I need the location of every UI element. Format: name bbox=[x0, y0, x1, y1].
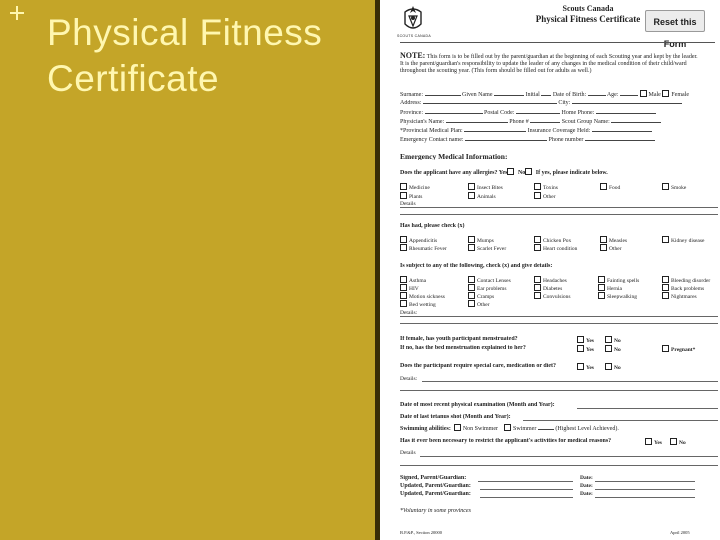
form-title: Physical Fitness Certificate bbox=[535, 14, 641, 24]
explained-yes: Yes bbox=[577, 345, 594, 353]
exam-label: Date of most recent physical examination (Month and Year): bbox=[400, 402, 555, 408]
explained-yes-checkbox[interactable] bbox=[577, 345, 584, 352]
phone-number-field[interactable] bbox=[585, 140, 655, 141]
had-checkbox-rheumatic-fever[interactable] bbox=[400, 244, 407, 251]
city-label: City: bbox=[558, 100, 571, 106]
allergy-option: Food bbox=[600, 183, 620, 191]
note-block bbox=[400, 52, 720, 75]
subject-option: HIV bbox=[400, 284, 419, 292]
restrict-details-label: Details bbox=[400, 450, 416, 456]
subject-checkbox-diabetes[interactable] bbox=[534, 284, 541, 291]
slide-title-line-2: Certificate bbox=[47, 58, 220, 99]
subject-checkbox-other[interactable] bbox=[468, 300, 475, 307]
emergency-contact-field[interactable] bbox=[465, 140, 547, 141]
signed-date-label: Date: bbox=[580, 475, 593, 481]
menstruated-no-checkbox[interactable] bbox=[605, 336, 612, 343]
subject-checkbox-hiv[interactable] bbox=[400, 284, 407, 291]
male-label: Male bbox=[648, 92, 661, 98]
tetanus-label: Date of last tetanus shot (Month and Year): bbox=[400, 414, 511, 420]
scout-group-label: Scout Group Name: bbox=[561, 119, 610, 125]
had-option: Scarlet Fever bbox=[468, 244, 506, 252]
surname-field[interactable] bbox=[425, 95, 461, 96]
footnote: *Voluntary in some provinces bbox=[400, 508, 471, 514]
note-line-3: throughout the scouting year. (This form should be filled out for adults as well.) bbox=[400, 68, 592, 74]
updated-date-label-2: Date: bbox=[580, 491, 593, 497]
special-care-details-line[interactable] bbox=[400, 390, 718, 391]
non-swimmer-checkbox[interactable] bbox=[454, 424, 461, 431]
updated-date-field-2[interactable] bbox=[595, 497, 695, 498]
allergy-checkbox-food[interactable] bbox=[600, 183, 607, 190]
signed-field[interactable] bbox=[478, 481, 573, 482]
updated-label-2: Updated, Parent/Guardian: bbox=[400, 491, 471, 497]
subject-details-line[interactable] bbox=[400, 316, 718, 317]
updated-field-2[interactable] bbox=[480, 497, 573, 498]
scouts-canada-logo-icon bbox=[401, 4, 425, 34]
footer-left: B.P.&P., Section 20000 bbox=[400, 530, 443, 535]
dob-field[interactable] bbox=[588, 95, 606, 96]
allergy-checkbox-animals[interactable] bbox=[468, 192, 475, 199]
special-care-details-line[interactable] bbox=[422, 381, 718, 382]
had-option: Rheumatic Fever bbox=[400, 244, 447, 252]
male-checkbox[interactable] bbox=[640, 90, 647, 97]
updated-field-1[interactable] bbox=[480, 489, 573, 490]
special-care-question: Does the participant require special care, medication or diet? bbox=[400, 363, 557, 369]
slide-title bbox=[47, 10, 367, 102]
physician-phone-field[interactable] bbox=[530, 122, 560, 123]
allergies-yes-checkbox[interactable] bbox=[507, 168, 514, 175]
had-checkbox-appendicitis[interactable] bbox=[400, 236, 407, 243]
subject-checkbox-motion-sickness[interactable] bbox=[400, 292, 407, 299]
restrict-yes-checkbox[interactable] bbox=[645, 438, 652, 445]
pregnant-checkbox[interactable] bbox=[662, 345, 669, 352]
reset-form-button[interactable]: Reset this Form bbox=[645, 10, 705, 32]
subject-option: Cramps bbox=[468, 292, 494, 300]
subject-question: Is subject to any of the following, check (x) and give details: bbox=[400, 263, 553, 269]
explained-question: If no, has the bed menstruation explained to her? bbox=[400, 345, 526, 351]
allergy-option: Medicine bbox=[400, 183, 430, 191]
slide-title-line-1: Physical Fitness bbox=[47, 12, 323, 53]
allergy-option: Plants bbox=[400, 192, 422, 200]
special-care-details-label: Details: bbox=[400, 376, 418, 382]
medical-plan-label: *Provincial Medical Plan: bbox=[400, 128, 463, 134]
restrict-yes: Yes bbox=[645, 438, 662, 446]
updated-date-field-1[interactable] bbox=[595, 489, 695, 490]
dob-label: Date of Birth: bbox=[552, 92, 587, 98]
subject-option: Contact Lenses bbox=[468, 276, 511, 284]
province-label: Province: bbox=[400, 110, 423, 116]
subject-checkbox-convulsions[interactable] bbox=[534, 292, 541, 299]
subject-checkbox-nightmares[interactable] bbox=[662, 292, 669, 299]
subject-checkbox-hernia[interactable] bbox=[598, 284, 605, 291]
allergy-details-line[interactable] bbox=[400, 207, 718, 208]
had-checkbox-heart-condition[interactable] bbox=[534, 244, 541, 251]
special-care-no-checkbox[interactable] bbox=[605, 363, 612, 370]
female-label: Female bbox=[671, 92, 690, 98]
province-field[interactable] bbox=[425, 113, 483, 114]
identity-row-3 bbox=[400, 110, 720, 117]
allergy-checkbox-toxins[interactable] bbox=[534, 183, 541, 190]
swimming-level-field[interactable] bbox=[538, 429, 554, 430]
emergency-heading: Emergency Medical Information: bbox=[400, 153, 508, 160]
subject-option: Ear problems bbox=[468, 284, 506, 292]
subject-option: Back problems bbox=[662, 284, 704, 292]
subject-checkbox-asthma[interactable] bbox=[400, 276, 407, 283]
allergies-question-row bbox=[400, 168, 720, 177]
subject-checkbox-cramps[interactable] bbox=[468, 292, 475, 299]
allergy-option: Toxins bbox=[534, 183, 558, 191]
subject-checkbox-fainting-spells[interactable] bbox=[598, 276, 605, 283]
had-option: Appendicitis bbox=[400, 236, 437, 244]
subject-option: Motion sickness bbox=[400, 292, 445, 300]
allergy-checkbox-smoke[interactable] bbox=[662, 183, 669, 190]
subject-details-label: Details: bbox=[400, 310, 418, 316]
explained-no-checkbox[interactable] bbox=[605, 345, 612, 352]
swimming-level-label: (Highest Level Achieved). bbox=[555, 426, 619, 432]
identity-row-5 bbox=[400, 128, 720, 135]
had-option: Kidney disease bbox=[662, 236, 704, 244]
identity-row-4 bbox=[400, 119, 720, 126]
allergy-checkbox-insect-bites[interactable] bbox=[468, 183, 475, 190]
updated-date-label-1: Date: bbox=[580, 483, 593, 489]
restrict-no-checkbox[interactable] bbox=[670, 438, 677, 445]
home-phone-label: Home Phone: bbox=[561, 110, 595, 116]
subject-option: Convulsions bbox=[534, 292, 571, 300]
female-checkbox[interactable] bbox=[662, 90, 669, 97]
given-name-field[interactable] bbox=[494, 95, 524, 96]
restrict-question: Has it ever been necessary to restrict the applicant's activities for medical reasons? bbox=[400, 438, 612, 444]
signed-label: Signed, Parent/Guardian: bbox=[400, 475, 467, 481]
postal-code-label: Postal Code: bbox=[484, 110, 515, 116]
subject-option: Fainting spells bbox=[598, 276, 639, 284]
special-care-yes-checkbox[interactable] bbox=[577, 363, 584, 370]
initial-label: Initial bbox=[525, 92, 540, 98]
subject-checkbox-ear-problems[interactable] bbox=[468, 284, 475, 291]
address-field[interactable] bbox=[423, 103, 557, 104]
allergy-checkbox-medicine[interactable] bbox=[400, 183, 407, 190]
subject-option: Asthma bbox=[400, 276, 426, 284]
special-care-no: No bbox=[605, 363, 621, 371]
allergies-no-checkbox[interactable] bbox=[525, 168, 532, 175]
allergy-checkbox-other[interactable] bbox=[534, 192, 541, 199]
had-option: Chicken Pox bbox=[534, 236, 571, 244]
had-checkbox-scarlet-fever[interactable] bbox=[468, 244, 475, 251]
had-option: Heart condition bbox=[534, 244, 577, 252]
footer-right: April 2005 bbox=[670, 530, 690, 535]
initial-field[interactable] bbox=[541, 95, 551, 96]
subject-option: Hernia bbox=[598, 284, 622, 292]
allergies-if-yes: If yes, please indicate below. bbox=[535, 170, 608, 176]
had-option: Other bbox=[600, 244, 622, 252]
insurance-field[interactable] bbox=[592, 131, 652, 132]
address-label: Address: bbox=[400, 100, 422, 106]
subject-option: Nightmares bbox=[662, 292, 697, 300]
swimmer-label: Swimmer bbox=[513, 426, 537, 432]
subject-option: Bleeding disorder bbox=[662, 276, 710, 284]
updated-label-1: Updated, Parent/Guardian: bbox=[400, 483, 471, 489]
allergies-no-label: No bbox=[517, 170, 526, 176]
physician-name-label: Physician's Name: bbox=[400, 119, 445, 125]
subject-option: Sleepwalking bbox=[598, 292, 637, 300]
special-care-yes: Yes bbox=[577, 363, 594, 371]
allergy-option: Other bbox=[534, 192, 556, 200]
subject-checkbox-bleeding-disorder[interactable] bbox=[662, 276, 669, 283]
subject-option: Headaches bbox=[534, 276, 567, 284]
subject-option: Bed wetting bbox=[400, 300, 436, 308]
allergy-option: Animals bbox=[468, 192, 496, 200]
menstruated-yes-checkbox[interactable] bbox=[577, 336, 584, 343]
pregnant-option: Pregnant* bbox=[662, 345, 695, 353]
scout-group-field[interactable] bbox=[611, 122, 661, 123]
postal-code-field[interactable] bbox=[516, 113, 560, 114]
logo-caption: SCOUTS CANADA bbox=[396, 34, 432, 38]
age-label: Age: bbox=[606, 92, 619, 98]
subject-option: Other bbox=[468, 300, 490, 308]
allergies-yes-label: Yes bbox=[498, 170, 508, 176]
note-line-2: It is the parent/guardian's responsibility to update the leader of any changes in the medical condition of their child/ward bbox=[400, 61, 687, 67]
fitness-certificate-form bbox=[380, 0, 720, 540]
had-checkbox-other[interactable] bbox=[600, 244, 607, 251]
exam-field[interactable] bbox=[577, 408, 718, 409]
organization-name: Scouts Canada bbox=[562, 4, 614, 13]
menstruated-row bbox=[400, 336, 720, 343]
subject-option: Diabetes bbox=[534, 284, 562, 292]
subject-details-line[interactable] bbox=[400, 323, 718, 324]
had-option: Measles bbox=[600, 236, 627, 244]
restrict-no: No bbox=[670, 438, 686, 446]
restrict-details-line[interactable] bbox=[400, 465, 718, 466]
menstruated-yes: Yes bbox=[577, 336, 594, 344]
identity-row-1 bbox=[400, 90, 720, 99]
allergy-option: Insect Bites bbox=[468, 183, 503, 191]
tetanus-field[interactable] bbox=[523, 420, 718, 421]
subject-checkbox-back-problems[interactable] bbox=[662, 284, 669, 291]
age-field[interactable] bbox=[620, 95, 638, 96]
note-label: NOTE: bbox=[400, 51, 426, 60]
given-name-label: Given Name bbox=[462, 92, 493, 98]
allergy-details-line[interactable] bbox=[400, 214, 718, 215]
had-option: Mumps bbox=[468, 236, 494, 244]
explained-no: No bbox=[605, 345, 621, 353]
subject-checkbox-bed-wetting[interactable] bbox=[400, 300, 407, 307]
plus-icon bbox=[10, 6, 24, 20]
swimmer-checkbox[interactable] bbox=[504, 424, 511, 431]
surname-label: Surname: bbox=[400, 92, 423, 98]
had-checkbox-chicken-pox[interactable] bbox=[534, 236, 541, 243]
identity-row-2 bbox=[400, 100, 720, 107]
medical-plan-field[interactable] bbox=[464, 131, 526, 132]
restrict-details-line[interactable] bbox=[420, 456, 718, 457]
allergy-details-label: Details bbox=[400, 201, 416, 207]
allergy-option: Smoke bbox=[662, 183, 686, 191]
had-question: Has had, please check (x) bbox=[400, 223, 465, 229]
had-checkbox-mumps[interactable] bbox=[468, 236, 475, 243]
swimming-label: Swimming abilities: bbox=[400, 426, 451, 432]
signed-date-field[interactable] bbox=[595, 481, 695, 482]
physician-name-field[interactable] bbox=[446, 122, 508, 123]
non-swimmer-label: Non Swimmer bbox=[462, 426, 499, 432]
identity-row-6 bbox=[400, 137, 720, 144]
swimming-row bbox=[400, 424, 720, 433]
subject-checkbox-contact-lenses[interactable] bbox=[468, 276, 475, 283]
subject-checkbox-headaches[interactable] bbox=[534, 276, 541, 283]
menstruated-question: If female, has youth participant menstruated? bbox=[400, 336, 518, 342]
city-field[interactable] bbox=[572, 103, 682, 104]
header-rule bbox=[400, 42, 715, 43]
note-line-1: This form is to be filled out by the parent/guardian at the beginning of each Scouting year and kept by the leader. bbox=[426, 54, 698, 60]
had-checkbox-measles[interactable] bbox=[600, 236, 607, 243]
home-phone-field[interactable] bbox=[596, 113, 656, 114]
allergies-question: Does the applicant have any allergies? bbox=[400, 170, 498, 176]
physician-phone-label: Phone # bbox=[509, 119, 529, 125]
menstruated-no: No bbox=[605, 336, 621, 344]
insurance-label: Insurance Coverage Held: bbox=[527, 128, 591, 134]
allergy-checkbox-plants[interactable] bbox=[400, 192, 407, 199]
phone-number-label: Phone number bbox=[548, 137, 584, 143]
subject-checkbox-sleepwalking[interactable] bbox=[598, 292, 605, 299]
had-checkbox-kidney-disease[interactable] bbox=[662, 236, 669, 243]
emergency-contact-label: Emergency Contact name: bbox=[400, 137, 464, 143]
